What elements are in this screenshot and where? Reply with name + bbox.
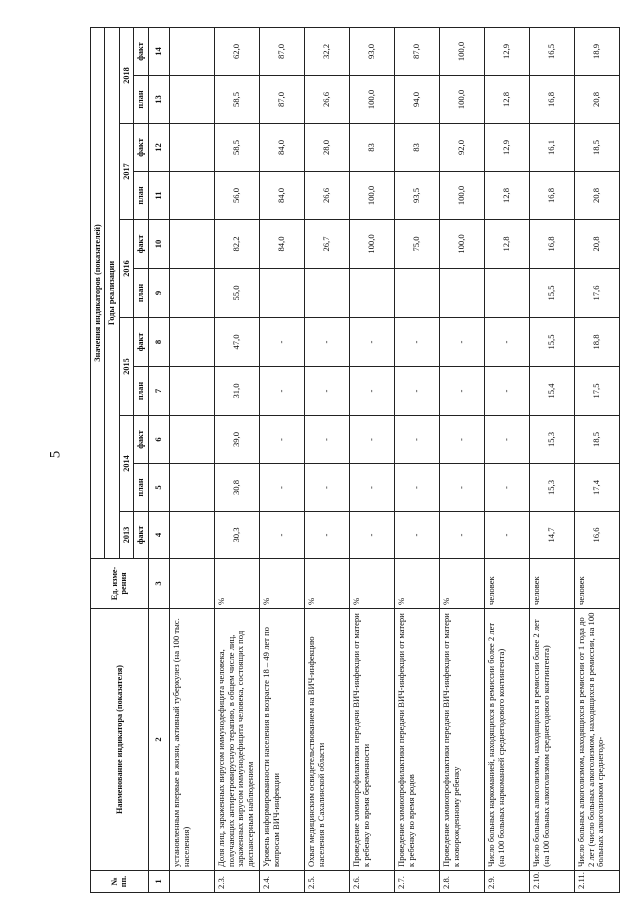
unit-cell: человек	[484, 559, 529, 609]
plan-2015: план	[134, 367, 148, 416]
value-cell: 12,8	[484, 220, 529, 269]
indicator-name: Число больных наркоманией, находящихся в ремиссии более 2 лет (на 100 больных наркоманией среднегодового контингента)	[484, 609, 529, 871]
value-cell: -	[349, 367, 394, 416]
value-cell: 12,8	[484, 172, 529, 220]
indicator-name: Проведение химиопрофилактики передачи ВИЧ-инфекции от матери к ребенку во время беременности	[349, 609, 394, 871]
unit-cell: человек	[574, 559, 619, 609]
value-cell: 84,0	[259, 220, 304, 269]
row-number	[169, 871, 214, 893]
value-cell: 20,8	[574, 220, 619, 269]
col-name-header: Наименование индикатора (показателя)	[91, 609, 149, 871]
plan-2017: план	[134, 172, 148, 220]
indicator-name: Проведение химиопрофилактики передачи ВИЧ-инфекции от матери к новорожденному ребенку	[439, 609, 484, 871]
rotated-table-container	[90, 28, 606, 893]
value-cell: -	[484, 416, 529, 464]
value-cell: 26,6	[304, 172, 349, 220]
value-cell	[169, 512, 214, 559]
value-cell: -	[304, 464, 349, 512]
value-cell: 84,0	[259, 124, 304, 172]
value-cell	[259, 269, 304, 318]
col-unit-header: Ед. изме-рения	[91, 559, 149, 609]
value-cell: 100,0	[439, 220, 484, 269]
value-cell: 100,0	[439, 27, 484, 75]
fact-2015: факт	[134, 318, 148, 367]
unit-cell	[169, 559, 214, 609]
value-cell: -	[394, 512, 439, 559]
value-cell: 83	[349, 124, 394, 172]
table-row	[394, 27, 439, 892]
value-cell: 16,1	[529, 124, 574, 172]
value-cell: -	[259, 464, 304, 512]
plan-2016: план	[134, 269, 148, 318]
value-cell: -	[439, 512, 484, 559]
row-number: 2.11.	[574, 871, 619, 893]
value-cell: -	[394, 367, 439, 416]
value-cell: 82,2	[214, 220, 259, 269]
table-row	[484, 27, 529, 892]
value-cell: 12,9	[484, 124, 529, 172]
value-cell: 93,0	[349, 27, 394, 75]
value-cell: 93,5	[394, 172, 439, 220]
value-cell: 16,5	[529, 27, 574, 75]
value-cell: 87,0	[259, 76, 304, 124]
value-cell: 12,8	[484, 76, 529, 124]
value-cell: 58,5	[214, 124, 259, 172]
index-cell: 12	[148, 124, 169, 172]
value-cell: -	[439, 464, 484, 512]
value-cell: 26,6	[304, 76, 349, 124]
index-cell: 3	[148, 559, 169, 609]
row-number: 2.9.	[484, 871, 529, 893]
indicator-name: установленным впервые в жизни, активный туберкулез (на 100 тыс. населения)	[169, 609, 214, 871]
value-cell: 18,8	[574, 318, 619, 367]
value-cell	[169, 124, 214, 172]
table-body	[169, 27, 619, 892]
value-cell	[484, 269, 529, 318]
years-title: Годы реализации	[105, 27, 119, 558]
value-cell: 28,0	[304, 124, 349, 172]
value-cell: 47,0	[214, 318, 259, 367]
value-cell: 15,4	[529, 367, 574, 416]
value-cell	[169, 27, 214, 75]
values-title: Значения индикаторов (показателей)	[91, 27, 105, 558]
value-cell: -	[259, 367, 304, 416]
value-cell: 32,2	[304, 27, 349, 75]
indicators-table	[90, 27, 620, 893]
value-cell: -	[304, 512, 349, 559]
value-cell: 87,0	[259, 27, 304, 75]
value-cell: 39,0	[214, 416, 259, 464]
value-cell: 56,0	[214, 172, 259, 220]
indicator-name: Уровень информированности населения в возрасте 18 – 49 лет по вопросам ВИЧ-инфекции	[259, 609, 304, 871]
value-cell: 16,8	[529, 220, 574, 269]
table-row	[439, 27, 484, 892]
value-cell	[439, 269, 484, 318]
row-number: 2.10.	[529, 871, 574, 893]
unit-cell: %	[259, 559, 304, 609]
year-2018: 2018	[119, 27, 133, 123]
value-cell: 26,7	[304, 220, 349, 269]
value-cell	[169, 172, 214, 220]
index-cell: 4	[148, 512, 169, 559]
index-cell: 6	[148, 416, 169, 464]
value-cell	[169, 367, 214, 416]
unit-cell: %	[439, 559, 484, 609]
value-cell: -	[484, 512, 529, 559]
value-cell: 16,8	[529, 172, 574, 220]
value-cell	[169, 464, 214, 512]
row-number: 2.6.	[349, 871, 394, 893]
value-cell: 31,0	[214, 367, 259, 416]
year-2014: 2014	[119, 416, 133, 512]
value-cell	[169, 318, 214, 367]
column-index-row	[148, 27, 169, 892]
value-cell: 55,0	[214, 269, 259, 318]
value-cell: 94,0	[394, 76, 439, 124]
index-cell: 11	[148, 172, 169, 220]
indicator-name: Охват медицинским освидетельствованием на ВИЧ-инфекцию населения в Сахалинской области	[304, 609, 349, 871]
value-cell: 17,5	[574, 367, 619, 416]
index-cell: 2	[148, 609, 169, 871]
value-cell: -	[349, 318, 394, 367]
value-cell: 83	[394, 124, 439, 172]
unit-cell: человек	[529, 559, 574, 609]
value-cell: -	[484, 318, 529, 367]
table-row	[169, 27, 214, 892]
value-cell: -	[394, 464, 439, 512]
value-cell: 12,9	[484, 27, 529, 75]
indicator-name: Проведение химиопрофилактики передачи ВИЧ-инфекции от матери к ребенку во время родов	[394, 609, 439, 871]
row-number: 2.5.	[304, 871, 349, 893]
plan-2018: план	[134, 76, 148, 124]
index-cell: 1	[148, 871, 169, 893]
fact-2018: факт	[134, 27, 148, 75]
value-cell: -	[394, 416, 439, 464]
value-cell: -	[484, 464, 529, 512]
col-num-header: № пп.	[91, 871, 149, 893]
indicator-name: Число больных алкоголизмом, находящихся в ремиссии от 1 года до 2 лет (число больных алкоголизмом, находящихся в ремиссии, на 100 больных алкоголизмом среднегодо-	[574, 609, 619, 871]
value-cell: -	[304, 416, 349, 464]
year-2016: 2016	[119, 220, 133, 318]
value-cell: 92,0	[439, 124, 484, 172]
year-2013: 2013	[119, 512, 133, 559]
index-cell: 10	[148, 220, 169, 269]
value-cell: 30,8	[214, 464, 259, 512]
index-cell: 5	[148, 464, 169, 512]
table-row	[259, 27, 304, 892]
value-cell: 75,0	[394, 220, 439, 269]
value-cell: -	[439, 416, 484, 464]
table-row	[574, 27, 619, 892]
value-cell: 30,3	[214, 512, 259, 559]
table-row	[529, 27, 574, 892]
value-cell: 15,5	[529, 269, 574, 318]
value-cell: 15,5	[529, 318, 574, 367]
value-cell: 16,6	[574, 512, 619, 559]
index-cell: 9	[148, 269, 169, 318]
fact-2017: факт	[134, 124, 148, 172]
row-number: 2.4.	[259, 871, 304, 893]
unit-cell: %	[214, 559, 259, 609]
value-cell: -	[394, 318, 439, 367]
value-cell: -	[349, 464, 394, 512]
value-cell: -	[349, 416, 394, 464]
fact-2013: факт	[134, 512, 148, 559]
value-cell	[169, 416, 214, 464]
value-cell: 16,8	[529, 76, 574, 124]
year-2017: 2017	[119, 124, 133, 220]
index-cell: 14	[148, 27, 169, 75]
value-cell: 100,0	[439, 76, 484, 124]
value-cell: -	[259, 416, 304, 464]
indicator-name: Число больных алкоголизмом, находящихся в ремиссии более 2 лет (на 100 больных алкоголизмом среднегодового контингента)	[529, 609, 574, 871]
index-cell: 8	[148, 318, 169, 367]
index-cell: 7	[148, 367, 169, 416]
value-cell: 14,7	[529, 512, 574, 559]
value-cell: -	[259, 318, 304, 367]
unit-cell: %	[394, 559, 439, 609]
fact-2016: факт	[134, 220, 148, 269]
value-cell: 87,0	[394, 27, 439, 75]
value-cell: -	[484, 367, 529, 416]
row-number: 2.8.	[439, 871, 484, 893]
row-number: 2.7.	[394, 871, 439, 893]
value-cell: 100,0	[349, 76, 394, 124]
value-cell: 18,9	[574, 27, 619, 75]
value-cell	[349, 269, 394, 318]
value-cell: 62,0	[214, 27, 259, 75]
value-cell: 100,0	[439, 172, 484, 220]
table-row	[214, 27, 259, 892]
value-cell: 20,8	[574, 76, 619, 124]
index-cell: 13	[148, 76, 169, 124]
value-cell: -	[439, 318, 484, 367]
value-cell	[304, 269, 349, 318]
value-cell: 18,5	[574, 124, 619, 172]
value-cell: 100,0	[349, 220, 394, 269]
value-cell: 17,4	[574, 464, 619, 512]
value-cell: 15,3	[529, 464, 574, 512]
page-number: 5	[47, 450, 64, 459]
value-cell: 84,0	[259, 172, 304, 220]
value-cell	[169, 76, 214, 124]
value-cell: -	[439, 367, 484, 416]
value-cell: 20,8	[574, 172, 619, 220]
fact-2014: факт	[134, 416, 148, 464]
value-cell	[169, 269, 214, 318]
value-cell	[169, 220, 214, 269]
value-cell: -	[304, 318, 349, 367]
value-cell: 15,3	[529, 416, 574, 464]
unit-cell: %	[304, 559, 349, 609]
table-row	[304, 27, 349, 892]
value-cell: 18,5	[574, 416, 619, 464]
year-2015: 2015	[119, 318, 133, 416]
value-cell: -	[304, 367, 349, 416]
plan-2014: план	[134, 464, 148, 512]
table-row	[349, 27, 394, 892]
value-cell: 100,0	[349, 172, 394, 220]
value-cell: -	[259, 512, 304, 559]
value-cell: -	[349, 512, 394, 559]
value-cell: 17,6	[574, 269, 619, 318]
value-cell: 58,5	[214, 76, 259, 124]
value-cell	[394, 269, 439, 318]
unit-cell: %	[349, 559, 394, 609]
row-number: 2.3.	[214, 871, 259, 893]
indicator-name: Доля лиц, зараженных вирусом иммунодефицита человека, получающих антиретровирусную терапию, в общем числе лиц, зараженных вирусом иммунодефицита человека, состоящих под диспансерным наблюдением	[214, 609, 259, 871]
